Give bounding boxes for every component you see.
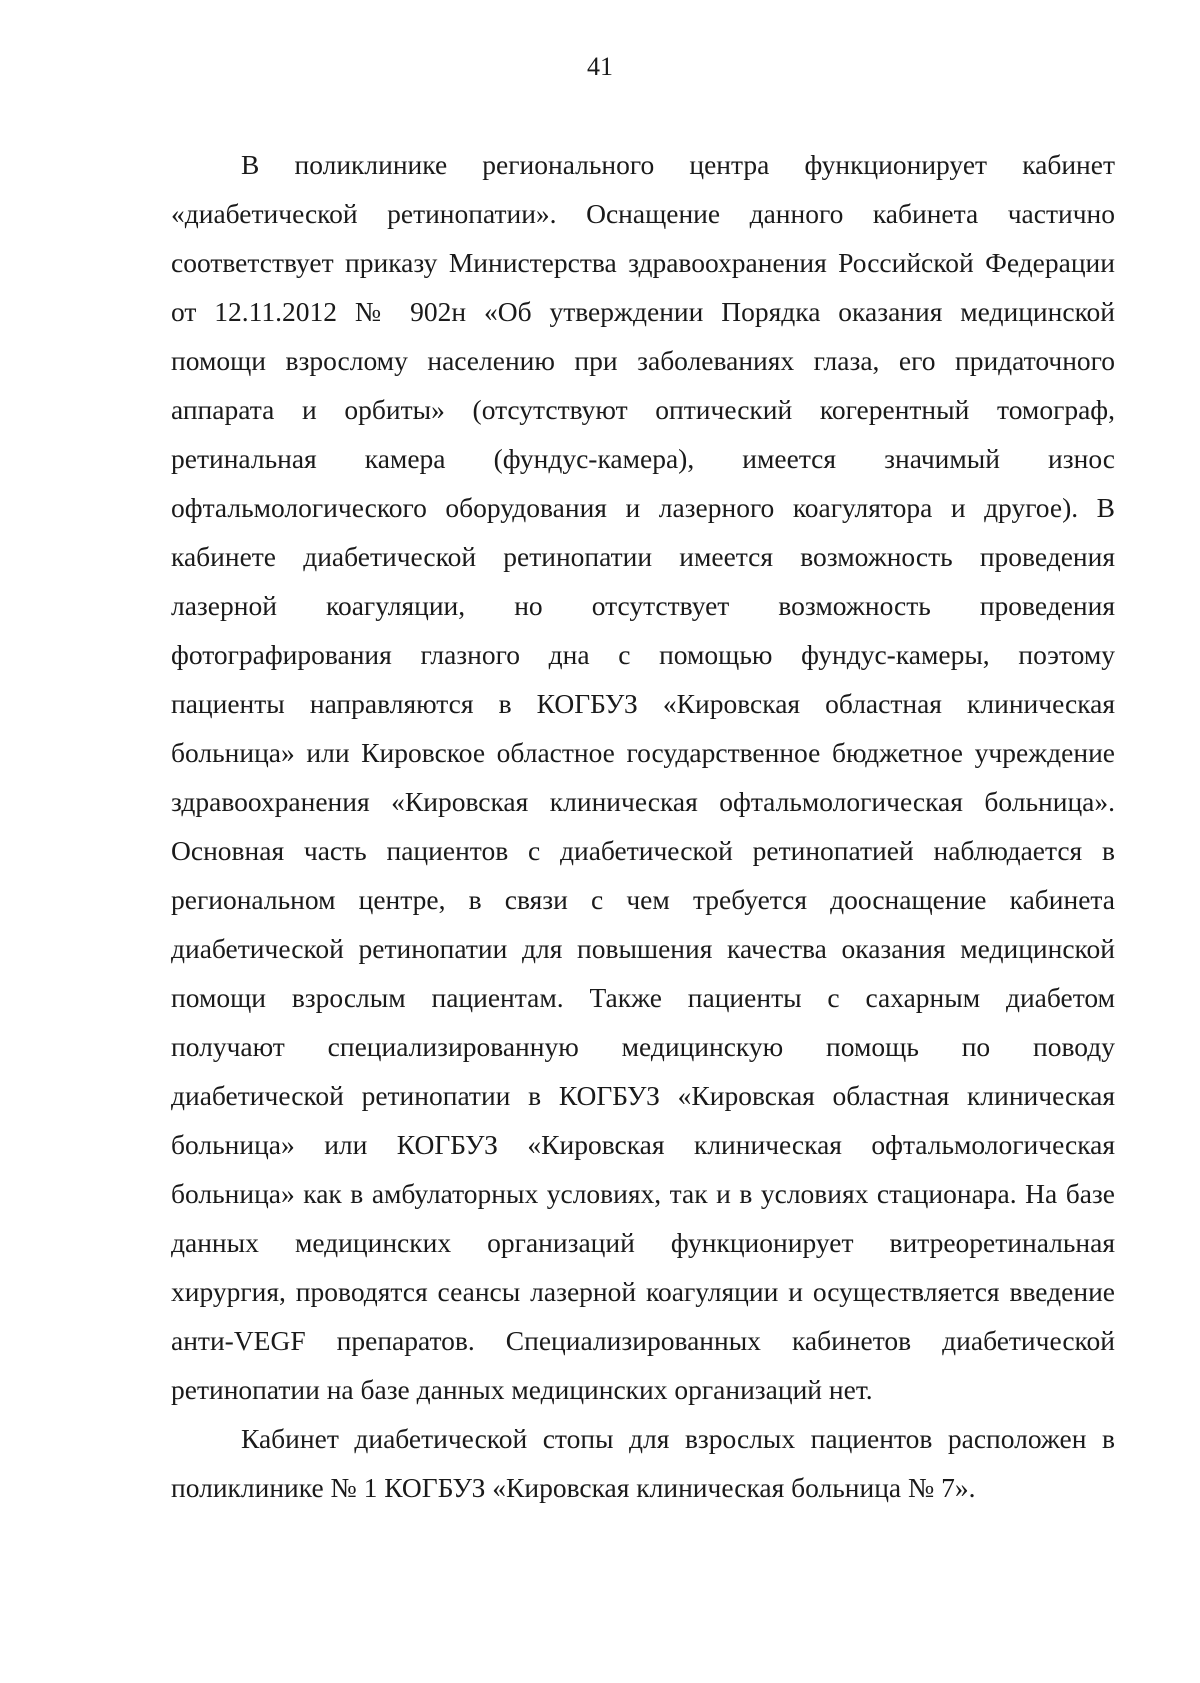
text-line: больница» или Кировское областное государственное бюджетное учреждение	[171, 737, 1115, 768]
text-line: фотографирования глазного дна с помощью фундус-камеры, поэтому	[171, 639, 1115, 670]
text-line: региональном центре, в связи с чем требуется дооснащение кабинета	[171, 884, 1115, 915]
text-line: соответствует приказу Министерства здравоохранения Российской Федерации	[171, 247, 1115, 278]
text-line: больница» или КОГБУЗ «Кировская клиническая офтальмологическая	[171, 1129, 1115, 1160]
paragraph-1	[171, 140, 1115, 1414]
text-line: В поликлинике регионального центра функционирует кабинет	[241, 149, 1115, 180]
page-number: 41	[587, 52, 613, 81]
text-line: данных медицинских организаций функционирует витреоретинальная	[171, 1227, 1115, 1258]
text-line: поликлинике № 1 КОГБУЗ «Кировская клиническая больница № 7».	[171, 1472, 976, 1503]
paragraph-2	[171, 1414, 1115, 1512]
text-line: помощи взрослому населению при заболеваниях глаза, его придаточного	[171, 345, 1115, 376]
text-line: диабетической ретинопатии в КОГБУЗ «Кировская областная клиническая	[171, 1080, 1115, 1111]
text-line: ретинопатии на базе данных медицинских организаций нет.	[171, 1374, 873, 1405]
text-line: помощи взрослым пациентам. Также пациенты с сахарным диабетом	[171, 982, 1115, 1013]
text-line: Основная часть пациентов с диабетической ретинопатией наблюдается в	[171, 835, 1115, 866]
text-line: офтальмологического оборудования и лазерного коагулятора и другое). В	[171, 492, 1115, 523]
text-line: лазерной коагуляции, но отсутствует возможность проведения	[171, 590, 1115, 621]
text-line: ретинальная камера (фундус-камера), имеется значимый износ	[171, 443, 1115, 474]
text-line: Кабинет диабетической стопы для взрослых пациентов расположен в	[241, 1423, 1115, 1454]
text-line: анти-VEGF препаратов. Специализированных кабинетов диабетической	[171, 1325, 1115, 1356]
document-body	[171, 140, 1115, 1512]
text-line: пациенты направляются в КОГБУЗ «Кировская областная клиническая	[171, 688, 1115, 719]
text-line: кабинете диабетической ретинопатии имеется возможность проведения	[171, 541, 1115, 572]
text-line: «диабетической ретинопатии». Оснащение данного кабинета частично	[171, 198, 1115, 229]
text-line: здравоохранения «Кировская клиническая офтальмологическая больница».	[171, 786, 1115, 817]
text-line: хирургия, проводятся сеансы лазерной коагуляции и осуществляется введение	[171, 1276, 1115, 1307]
text-line: диабетической ретинопатии для повышения качества оказания медицинской	[171, 933, 1115, 964]
text-line: от 12.11.2012 № 902н «Об утверждении Порядка оказания медицинской	[171, 296, 1115, 327]
text-line: получают специализированную медицинскую помощь по поводу	[171, 1031, 1115, 1062]
text-line: аппарата и орбиты» (отсутствуют оптический когерентный томограф,	[171, 394, 1115, 425]
text-line: больница» как в амбулаторных условиях, так и в условиях стационара. На базе	[171, 1178, 1115, 1209]
